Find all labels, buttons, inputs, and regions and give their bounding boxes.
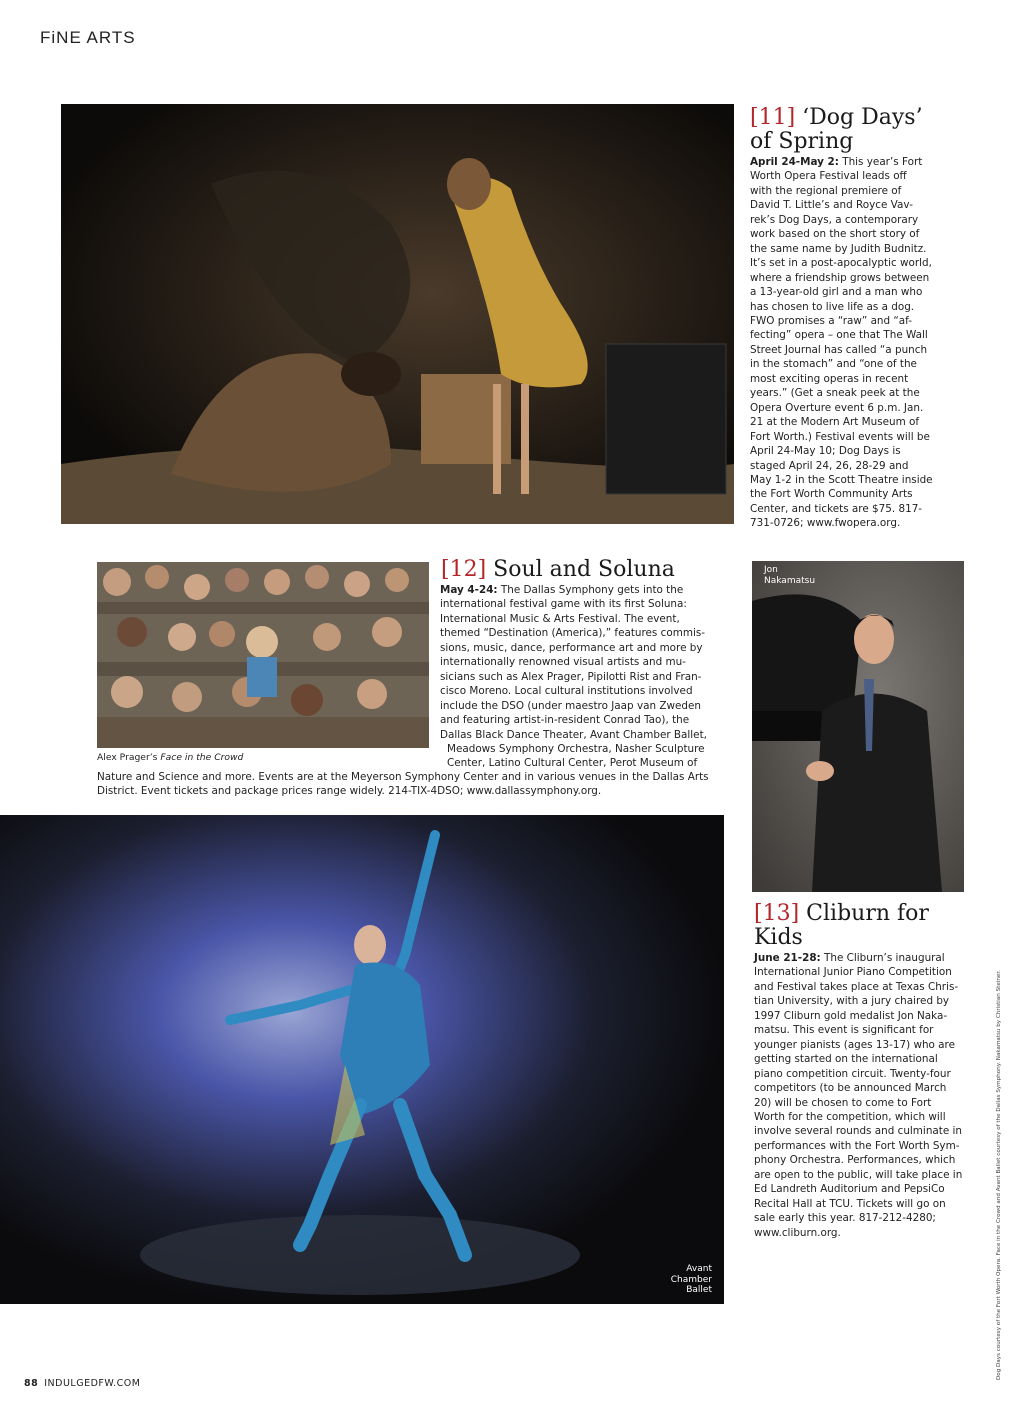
story-11-title-line1: ‘Dog Days’ — [795, 105, 923, 130]
story-12-headline — [441, 558, 741, 582]
story-13-number: [13] — [754, 901, 800, 926]
story-11-line: years.” (Get a sneak peek at the — [750, 387, 920, 400]
story-11-line: has chosen to live life as a dog. — [750, 300, 915, 313]
story-12-line: Meadows Symphony Orchestra, Nasher Sculpture — [447, 742, 705, 755]
story-13-body — [754, 951, 969, 1240]
story-13-title-line2: Kids — [754, 925, 803, 950]
story-13-line: Recital Hall at TCU. Tickets will go on — [754, 1197, 946, 1210]
story-12-line: Center, Latino Cultural Center, Perot Museum of — [447, 757, 698, 770]
ballet-caption-line1: Avant — [686, 1264, 712, 1274]
story-11-line: 731-0726; www.fwopera.org. — [750, 517, 901, 530]
story-12-line: sions, music, dance, performance art and more by — [440, 641, 703, 654]
story-11-number: [11] — [750, 105, 796, 130]
story-13-line: sale early this year. 817-212-4280; — [754, 1212, 936, 1225]
page-footer — [24, 1378, 140, 1389]
story-11-line: most exciting operas in recent — [750, 372, 909, 385]
story-13-line: younger pianists (ages 13-17) who are — [754, 1038, 955, 1051]
story-13-line: performances with the Fort Worth Sym- — [754, 1139, 960, 1152]
story-11-date: April 24-May 2: — [750, 156, 839, 168]
story-12-line: themed “Destination (America),” features commis- — [440, 627, 706, 640]
story-11-line: Street Journal has called “a punch — [750, 343, 928, 356]
story-13-date: June 21-28: — [754, 952, 821, 964]
story-11-line: rek’s Dog Days, a contemporary — [750, 213, 919, 226]
story-12-title: Soul and Soluna — [486, 557, 675, 582]
story-12-line: include the DSO (under maestro Jaap van Zweden — [440, 699, 701, 712]
story-11-line: a 13-year-old girl and a man who — [750, 286, 923, 299]
story-13-line: International Junior Piano Competition — [754, 966, 952, 979]
story-11-line: fecting” opera – one that The Wall — [750, 329, 928, 342]
story-11-line: This year’s Fort — [838, 156, 923, 168]
story-11-line: Fort Worth.) Festival events will be — [750, 430, 930, 443]
crowd-photo — [97, 562, 429, 748]
ballet-caption-line2: Chamber — [670, 1274, 712, 1285]
story-13-line: competitors (to be announced March — [754, 1082, 947, 1095]
story-11-line: with the regional premiere of — [750, 184, 902, 197]
story-12-line: The Dallas Symphony gets into the — [497, 584, 684, 596]
story-12-line: Dallas Black Dance Theater, Avant Chamber Ballet, — [440, 728, 707, 741]
story-11-line: April 24-May 10; Dog Days is — [750, 445, 901, 458]
ballet-photo — [0, 815, 724, 1304]
story-13-title-line1: Cliburn for — [799, 901, 929, 926]
story-12-full-line: Nature and Science and more. Events are at the Meyerson Symphony Center and in various venues in the Dallas Arts — [97, 771, 709, 783]
story-12-body-full — [97, 770, 717, 799]
story-13-line: involve several rounds and culminate in — [754, 1125, 963, 1138]
story-11-line: in the stomach” and “one of the — [750, 358, 917, 371]
story-12-line: and featuring artist-in-resident Conrad Tao), the — [440, 714, 690, 727]
story-12-body — [440, 583, 710, 771]
crowd-photo-caption — [97, 752, 243, 763]
story-13-line: 1997 Cliburn gold medalist Jon Naka- — [754, 1009, 948, 1022]
story-13-line: getting started on the international — [754, 1053, 938, 1066]
story-13-line: and Festival takes place at Texas Chris- — [754, 980, 959, 993]
story-13-line: www.cliburn.org. — [754, 1226, 841, 1239]
story-12-line: internationally renowned visual artists and mu- — [440, 656, 686, 669]
story-11-line: the same name by Judith Budnitz. — [750, 242, 927, 255]
story-13-line: The Cliburn’s inaugural — [820, 952, 945, 964]
story-11-headline — [750, 106, 950, 154]
crowd-caption-title: Face in the Crowd — [160, 752, 244, 763]
story-13-line: 20) will be chosen to come to Fort — [754, 1096, 932, 1109]
story-12-full-line: District. Event tickets and package prices range widely. 214-TIX-4DSO; www.dallassymphony.org. — [97, 785, 602, 798]
story-11-line: It’s set in a post-apocalyptic world, — [750, 257, 932, 270]
story-13-line: Worth for the competition, which will — [754, 1110, 946, 1123]
story-12-number: [12] — [441, 557, 487, 582]
story-13-headline — [754, 902, 964, 950]
story-13-line: matsu. This event is significant for — [754, 1024, 934, 1037]
story-13-line: phony Orchestra. Performances, which — [754, 1154, 956, 1167]
story-11-line: the Fort Worth Community Arts — [750, 488, 913, 501]
story-11-line: 21 at the Modern Art Museum of — [750, 416, 920, 429]
story-11-line: May 1-2 in the Scott Theatre inside — [750, 473, 933, 486]
photo-credits: Dog Days courtesy of the Fort Worth Opera. Face in the Crowd and Avant Ballet courtesy of the Dallas Symphony. Nakamatsu by Christian Steiner. — [996, 970, 1002, 1380]
story-13-line: tian University, with a jury chaired by — [754, 995, 950, 1008]
story-11-line: FWO promises a “raw” and “af- — [750, 314, 913, 327]
story-12-line: international festival game with its first Soluna: — [440, 598, 687, 611]
story-12-line: International Music & Arts Festival. The event, — [440, 612, 680, 625]
story-13-line: piano competition circuit. Twenty-four — [754, 1067, 951, 1080]
nakamatsu-photo-caption — [764, 565, 815, 586]
story-12-date: May 4-24: — [440, 584, 498, 596]
story-13-line: are open to the public, will take place in — [754, 1168, 963, 1181]
nakamatsu-photo — [752, 561, 964, 892]
story-11-line: where a friendship grows between — [750, 271, 930, 284]
story-12-line: cisco Moreno. Local cultural institutions involved — [440, 685, 693, 698]
story-11-line: David T. Little’s and Royce Vav- — [750, 199, 913, 212]
footer-site: INDULGEDFW.COM — [44, 1378, 141, 1389]
section-label: FiNE ARTS — [40, 28, 136, 47]
dog-days-photo — [61, 104, 734, 524]
ballet-photo-caption — [660, 1264, 712, 1296]
crowd-caption-prefix: Alex Prager’s — [97, 752, 161, 763]
nakamatsu-caption-line1: Jon — [764, 565, 778, 575]
story-11-line: Center, and tickets are $75. 817- — [750, 502, 923, 515]
page-number: 88 — [24, 1378, 39, 1389]
story-11-body — [750, 155, 950, 531]
story-13-line: Ed Landreth Auditorium and PepsiCo — [754, 1183, 945, 1196]
story-11-line: work based on the short story of — [750, 228, 920, 241]
story-12-line: sicians such as Alex Prager, Pipilotti Rist and Fran- — [440, 670, 702, 683]
story-11-title-line2: of Spring — [750, 129, 854, 154]
nakamatsu-caption-line2: Nakamatsu — [764, 575, 816, 586]
story-11-line: Worth Opera Festival leads off — [750, 170, 907, 183]
ballet-caption-line3: Ballet — [686, 1285, 712, 1295]
story-11-line: Opera Overture event 6 p.m. Jan. — [750, 401, 924, 414]
story-11-line: staged April 24, 26, 28-29 and — [750, 459, 909, 472]
